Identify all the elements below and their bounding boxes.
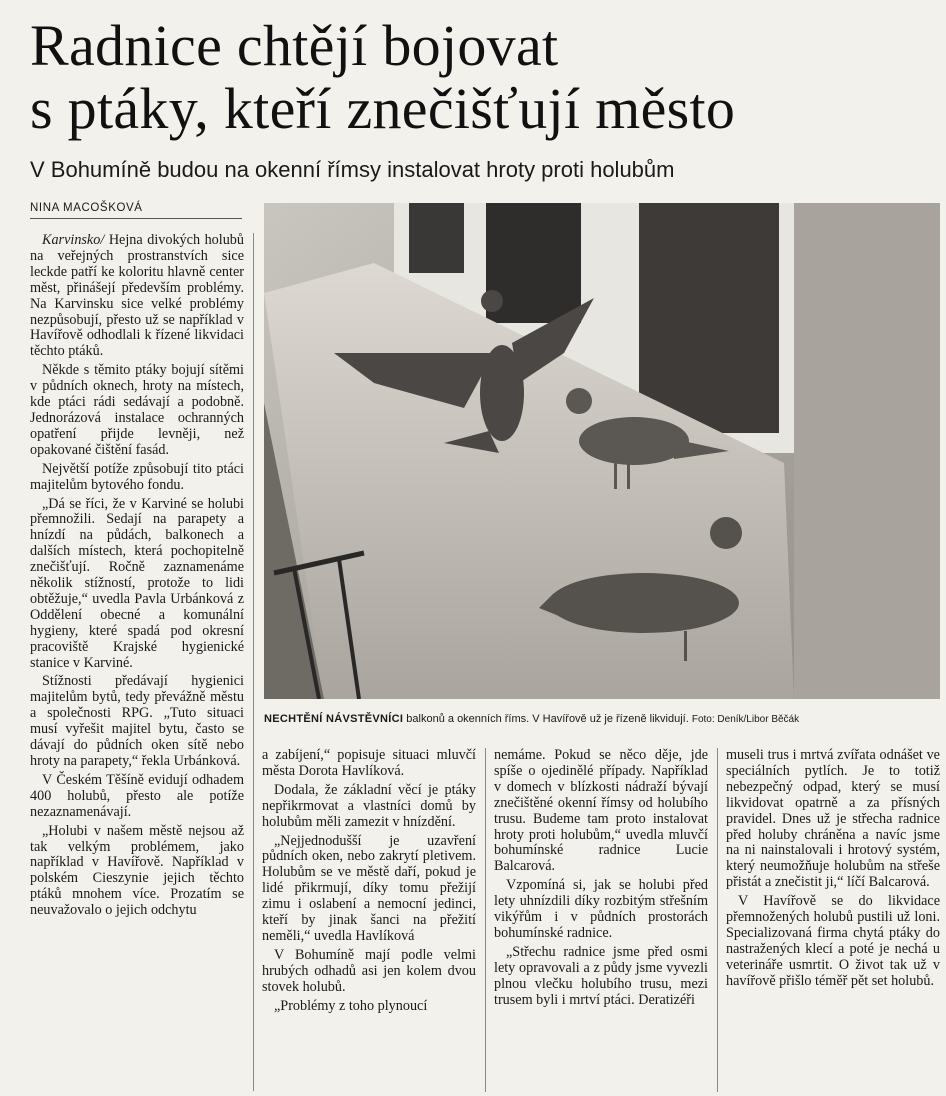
article-column-2 bbox=[262, 748, 476, 1092]
pigeons-photo bbox=[264, 203, 940, 699]
photo-caption bbox=[264, 712, 944, 727]
paragraph: V Bohumíně mají podle velmi hrubých odhadů asi jen kolem dvou stovek holubů. bbox=[262, 946, 476, 995]
paragraph: „Dá se říci, že v Karviné se holubi přemnožili. Sedají na parapety a hnízdí na půdách, balkonech a dalších místech, která pochopitelně znečišťují. Ročně zaznamenáme několik stížností, protože to lidi obtěžuje,“ uvedla Pavla Urbánková z Oddělení obecné a komunální hygieny, které spadá pod okresní pracoviště Krajské hygienické stanice v Karviné. bbox=[30, 495, 244, 671]
dateline: Karvinsko/ bbox=[42, 233, 105, 248]
paragraph: Stížnosti předávají hygienici majitelům bytů, tedy převážně městu a společnosti RPG. „Tuto situaci musí vyřešit majitel bytu, často se dávají do půdních oken sítě nebo hroty na parapety,“ řekla Urbánková. bbox=[30, 673, 244, 769]
paragraph: Hejna divokých holubů na veřejných prostranstvích sice leckde patří ke koloritu hlavně center měst, přinášejí především problémy. Na Karvinsku sice velké problémy nezpůsobují, přesto už se například v Havířově odhodlali k řízené likvidaci těchto ptáků. bbox=[30, 233, 244, 360]
caption-text: balkonů a okenních říms. V Havířově už je řízeně likvidují. bbox=[403, 713, 689, 725]
photo-credit: Foto: Deník/Libor Běčák bbox=[691, 714, 800, 725]
article-column-1 bbox=[30, 233, 244, 1093]
headline-line-1: Radnice chtějí bojovat bbox=[30, 13, 559, 78]
paragraph: V Havířově se do likvidace přemnožených holubů pustili už loni. Specializovaná firma chytá ptáky do nastražených klecí a poté je nechá u veterináře usmrtit. O život tak už v havířově přišlo téměř pět set holubů. bbox=[726, 893, 940, 989]
paragraph: „Střechu radnice jsme před osmi lety opravovali a z půdy jsme vyvezli plnou vlečku holubího trusu, mezi trusem byli i mrtví ptáci. Deratizéři bbox=[494, 943, 708, 1008]
headline bbox=[30, 14, 940, 140]
subtitle: V Bohumíně budou na okenní římsy instalovat hroty proti holubům bbox=[30, 157, 675, 182]
paragraph: Někde s těmito ptáky bojují sítěmi v půdních oknech, hroty na místech, kde ptáci rádi sedávají a podobně. Jednorázová instalace ochranných opatření přijde levněji, než opakované čištění fasád. bbox=[30, 362, 244, 458]
article-column-4 bbox=[726, 748, 940, 1092]
byline: NINA MACOŠKOVÁ bbox=[30, 202, 242, 219]
paragraph: Největší potíže způsobují tito ptáci majitelům bytového fondu. bbox=[30, 460, 244, 493]
caption-lead: NECHTĚNÍ NÁVSTĚVNÍCI bbox=[264, 713, 404, 725]
paragraph: V Českém Těšíně evidují odhadem 400 holubů, přesto ale potíže nezaznamenávají. bbox=[30, 771, 244, 820]
headline-line-2: s ptáky, kteří znečišťují město bbox=[30, 76, 736, 141]
paragraph: Dodala, že základní věcí je ptáky nepřikrmovat a vlastníci domů by holubům měli zamezit v hnízdění. bbox=[262, 781, 476, 830]
column-rule bbox=[717, 748, 718, 1092]
column-rule bbox=[485, 748, 486, 1092]
paragraph: nemáme. Pokud se něco děje, jde spíše o ojedinělé případy. Například v domech v blízkosti nádraží bývají znečištěné okenní římsy od holubího trusu. Budeme tam proto instalovat hroty proti holubům,“ uvedla mluvčí bohumínské radnice Lucie Balcarová. bbox=[494, 748, 708, 875]
paragraph: „Problémy z toho plynoucí bbox=[274, 997, 428, 1014]
paragraph: a zabíjení,“ popisuje situaci mluvčí města Dorota Havlíková. bbox=[262, 748, 476, 779]
column-rule bbox=[253, 233, 254, 1091]
paragraph: Vzpomíná si, jak se holubi před lety uhnízdili díky rozbitým střešním vikýřům i v půdních prostorách bohumínské radnice. bbox=[494, 877, 708, 941]
paragraph: „Holubi v našem městě nejsou až tak velkým problémem, jako například v Havířově. Například v polském Cieszynie jejich těchto ptáků mnohem více. Prozatím se neuvažovalo o jejich odchytu bbox=[30, 822, 244, 919]
paragraph: „Nejjednodušší je uzavření půdních oken, nebo zakrytí pletivem. Holubům se ve městě daří, pokud je lidé přikrmují, díky tomu přežijí zimu i oslabení a nemocní jedinci, kteří by jinak šanci na přežití neměli,“ uvedla Havlíková bbox=[262, 832, 476, 944]
paragraph: museli trus i mrtvá zvířata odnášet ve speciálních pytlích. Je to totiž nebezpečný odpad, který se musí likvidovat opatrně a za přísných pravidel. Dnes už je střecha radnice před holuby chráněna a navíc jsme na ni nainstalovali i hrotový systém, který neumožňuje holubům na střeše přistát a znečistit ji,“ líčí Balcarová. bbox=[726, 748, 940, 891]
article-column-3 bbox=[494, 748, 708, 1092]
